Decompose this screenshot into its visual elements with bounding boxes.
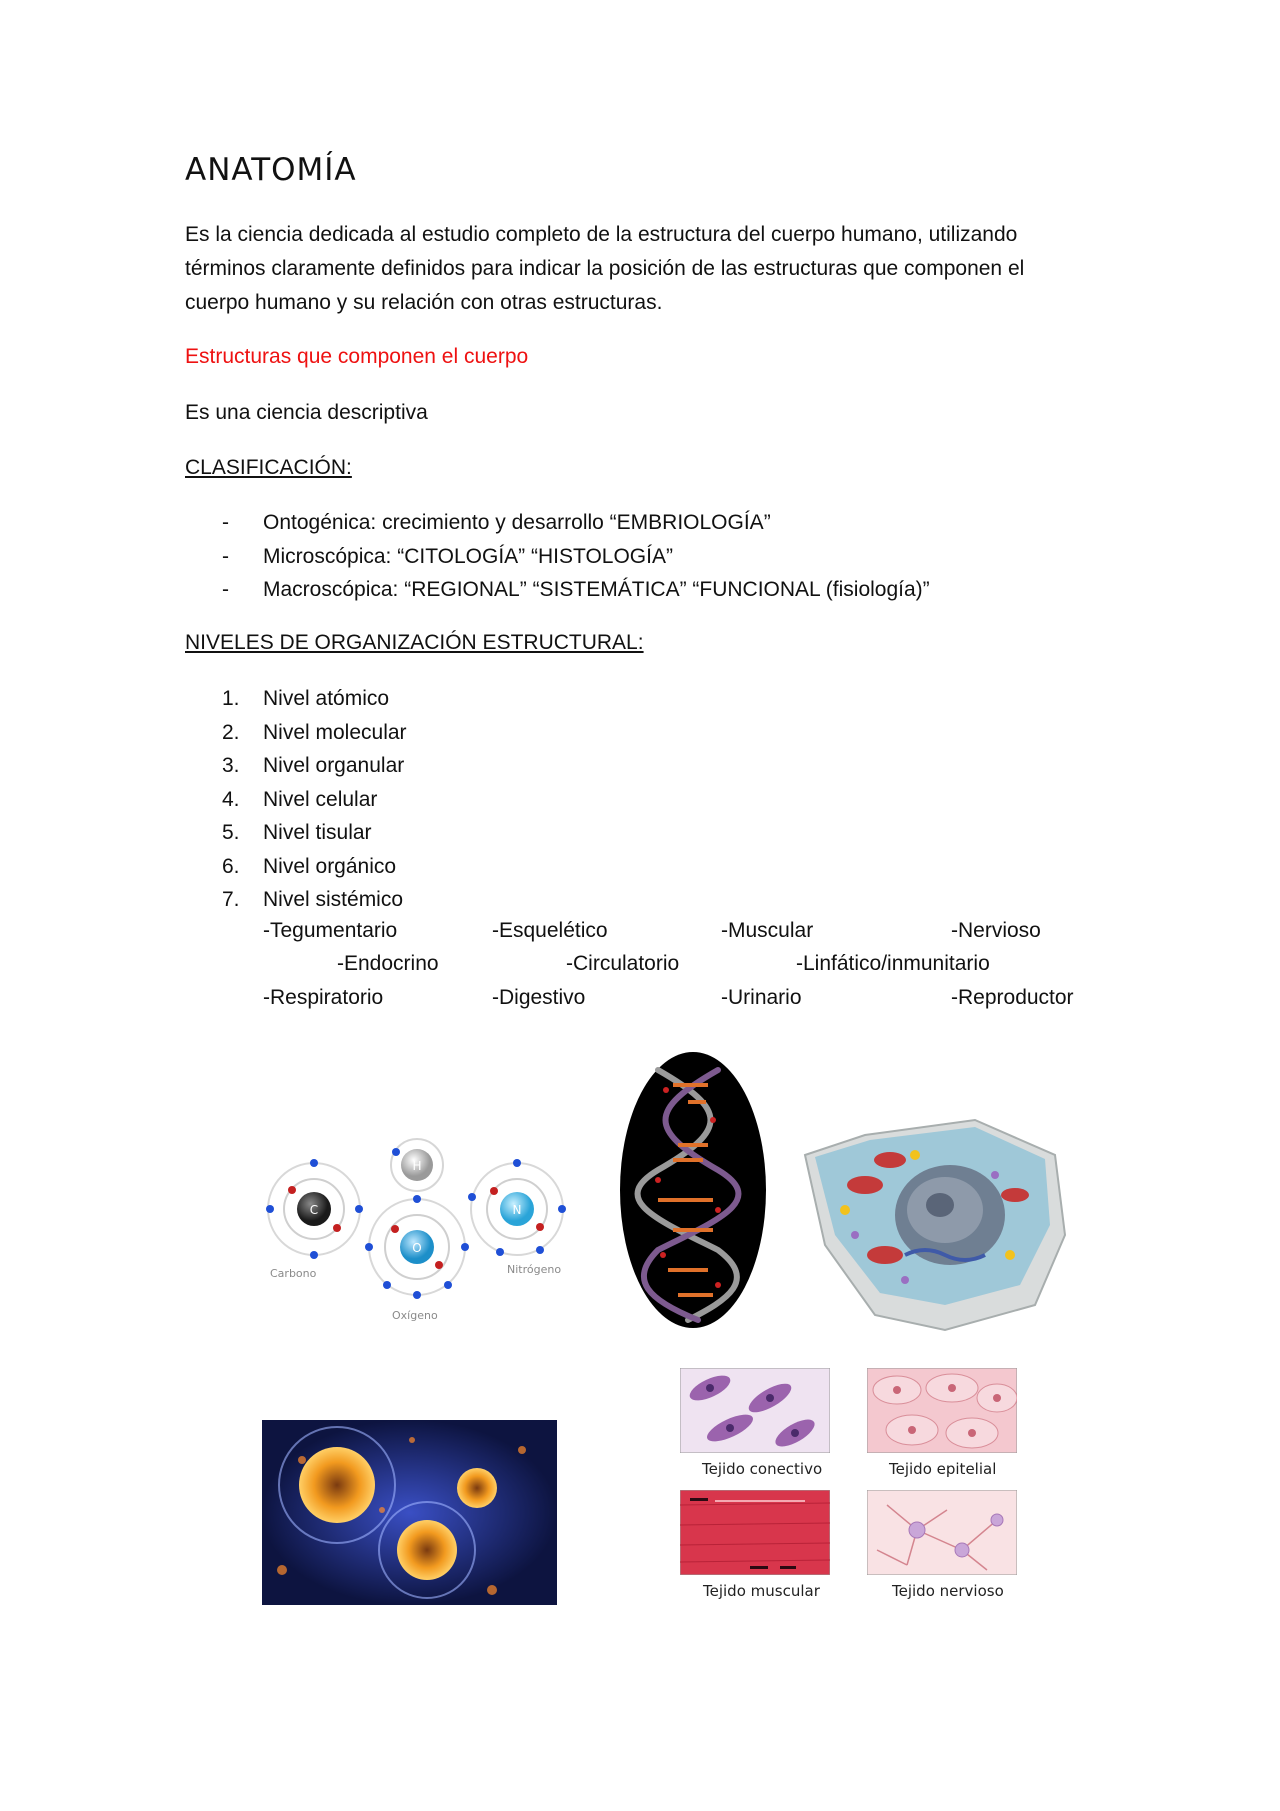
- levels-heading: NIVELES DE ORGANIZACIÓN ESTRUCTURAL:: [185, 631, 644, 654]
- dna-figure: [618, 1050, 768, 1330]
- muscular-tissue-image: [680, 1490, 830, 1575]
- svg-text:Carbono: Carbono: [270, 1267, 317, 1280]
- svg-text:Nitrógeno: Nitrógeno: [507, 1263, 562, 1276]
- bullet-mark: -: [222, 544, 229, 568]
- descriptive-text: Es una ciencia descriptiva: [185, 401, 428, 424]
- nervous-tissue-image: [867, 1490, 1017, 1575]
- system-muscular: -Muscular: [721, 919, 814, 942]
- system-esqueletico: -Esquelético: [492, 919, 608, 942]
- svg-text:N: N: [512, 1203, 522, 1217]
- epithelial-tissue-image: [867, 1368, 1017, 1453]
- svg-text:O: O: [412, 1241, 422, 1255]
- classification-heading: CLASIFICACIÓN:: [185, 456, 352, 479]
- cell-organelles-figure: [795, 1115, 1070, 1335]
- svg-text:C: C: [309, 1203, 319, 1217]
- nitrogen-atom: [468, 1159, 566, 1276]
- atoms-figure: [262, 1105, 582, 1335]
- intro-paragraph: Es la ciencia dedicada al estudio completo de la estructura del cuerpo humano, utilizando términos claramente definidos para indicar la posición de las estructuras que componen el cuerpo humano y su relación con otras estructuras.: [185, 223, 1025, 314]
- caption-connective: Tejido conectivo: [702, 1460, 823, 1478]
- svg-text:Oxígeno: Oxígeno: [392, 1309, 438, 1322]
- system-nervioso: -Nervioso: [951, 919, 1041, 942]
- system-linfatico: -Linfático/inmunitario: [796, 952, 990, 975]
- system-respiratorio: -Respiratorio: [263, 986, 384, 1009]
- cells-micrograph-figure: [262, 1420, 557, 1605]
- system-tegumentario: -Tegumentario: [263, 919, 398, 942]
- highlight-text: Estructuras que componen el cuerpo: [185, 345, 529, 368]
- caption-muscular: Tejido muscular: [703, 1582, 820, 1600]
- hydrogen-atom: [391, 1139, 443, 1191]
- system-reproductor: -Reproductor: [951, 986, 1074, 1009]
- tissues-figure: [680, 1368, 1025, 1603]
- oxygen-atom: [365, 1195, 469, 1322]
- bullet-mark: -: [222, 511, 229, 534]
- connective-tissue-image: [680, 1368, 830, 1453]
- page-title: ANATOMÍA: [185, 152, 357, 188]
- carbon-atom: [266, 1159, 363, 1280]
- document-page: ANATOMÍA Es la ciencia dedicada al estudio completo de la estructura del cuerpo humano, utilizando términos claramente definidos para indicar la posición de las estructuras que componen el cuerpo humano y su relación con otras estructuras. Estructuras que componen el cuerpo Es una ciencia descriptiva CLASIFICACIÓN: - Ontogénica: crecimiento y desarrollo “EMBRIOLOGÍA” - Microscópica: “CITOLOGÍA” “HISTOLOGÍA” - Macroscópica: “REGIONAL” “SISTEMÁTICA” “FUNCIONAL (fisiología)” NIVELES DE ORGANIZACIÓN ESTRUCTURAL: 1. Nivel atómico 2. Nivel molecular 3. Nivel organular 4. Nivel celular 5. Nivel tisular 6. Nivel orgánico 7. Nivel sistémico -Tegumentario -Esquelético -Muscular -Nervioso -Endocrino -Circulatorio -Linfático/inmunitario -Respiratorio -Digestivo -Urinario -Reproductor H C Carbono O Oxígeno N Nitrógeno Tejido conectivo Tejido epitelial Tejido muscular Tejido nervioso: [0, 0, 1280, 1811]
- bullet-mark: -: [222, 578, 229, 601]
- system-endocrino: -Endocrino: [337, 952, 439, 975]
- caption-nervous: Tejido nervioso: [892, 1582, 1004, 1600]
- system-circulatorio: -Circulatorio: [566, 952, 680, 975]
- system-urinario: -Urinario: [721, 986, 802, 1009]
- system-digestivo: -Digestivo: [492, 986, 586, 1009]
- caption-epithelial: Tejido epitelial: [889, 1460, 997, 1478]
- svg-text:H: H: [412, 1159, 422, 1173]
